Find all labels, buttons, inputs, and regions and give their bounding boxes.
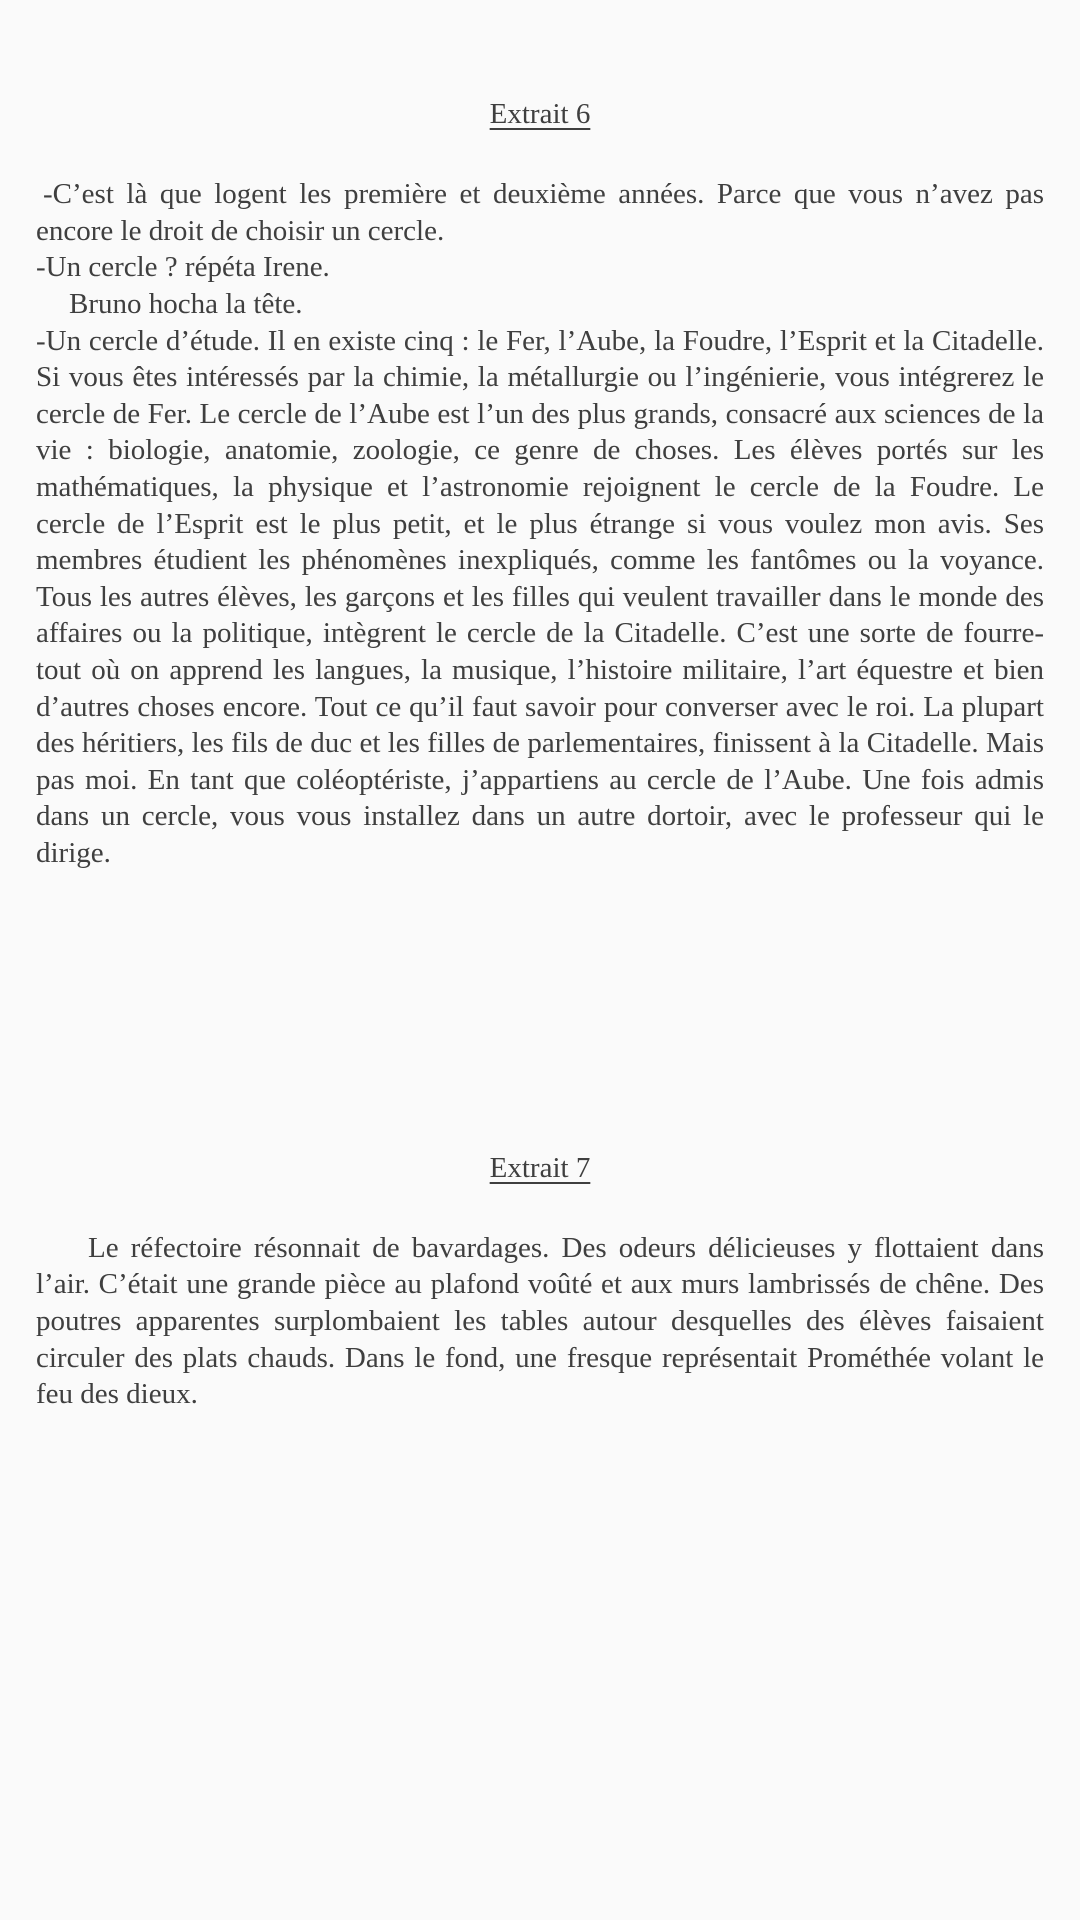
- paragraph: Bruno hocha la tête.: [69, 288, 303, 321]
- extrait-7-title: [36, 1150, 1044, 1186]
- extrait-6-title: [36, 0, 1044, 132]
- paragraph: -C’est là que logent les première et deuxième années. Parce que vous n’avez pas encore le droit de choisir un cercle.: [36, 178, 1044, 247]
- extrait-6-title-text: Extrait 6: [489, 98, 591, 130]
- section-extrait-7: [36, 1150, 1044, 1413]
- paragraph: -Un cercle d’étude. Il en existe cinq : le Fer, l’Aube, la Foudre, l’Esprit et la Citadelle. Si vous êtes intéressés par la chimie, la métallurgie ou l’ingénierie, vous intégrerez le cercle de Fer. Le cercle de l’Aube est l’un des plus grands, consacré aux sciences de la vie : biologie, anatomie, zoologie, ce genre de choses. Les élèves portés sur les mathématiques, la physique et l’astronomie rejoignent le cercle de la Foudre. Le cercle de l’Esprit est le plus petit, et le plus étrange si vous voulez mon avis. Ses membres étudient les phénomènes inexpliqués, comme les fantômes ou la voyance. Tous les autres élèves, les garçons et les filles qui veulent travailler dans le monde des affaires ou la politique, intègrent le cercle de la Citadelle. C’est une sorte de fourre-tout où on apprend les langues, la musique, l’histoire militaire, l’art équestre et bien d’autres choses encore. Tout ce qu’il faut savoir pour converser avec le roi. La plupart des héritiers, les fils de duc et les filles de parlementaires, finissent à la Citadelle. Mais pas moi. En tant que coléoptériste, j’appartiens au cercle de l’Aube. Une fois admis dans un cercle, vous vous installez dans un autre dortoir, avec le professeur qui le dirige.: [36, 324, 1044, 869]
- paragraph: -Un cercle ? répéta Irene.: [36, 251, 330, 284]
- section-extrait-6: [36, 0, 1044, 872]
- paragraph: Le réfectoire résonnait de bavardages. Des odeurs délicieuses y flottaient dans l’air. C’était une grande pièce au plafond voûté et aux murs lambrissés de chêne. Des poutres apparentes surplombaient les tables autour desquelles des élèves faisaient circuler des plats chauds. Dans le fond, une fresque représentait Prométhée volant le feu des dieux.: [36, 1231, 1044, 1411]
- extrait-6-body: [36, 176, 1044, 871]
- extrait-7-body: [36, 1230, 1044, 1413]
- extrait-7-title-text: Extrait 7: [489, 1151, 591, 1184]
